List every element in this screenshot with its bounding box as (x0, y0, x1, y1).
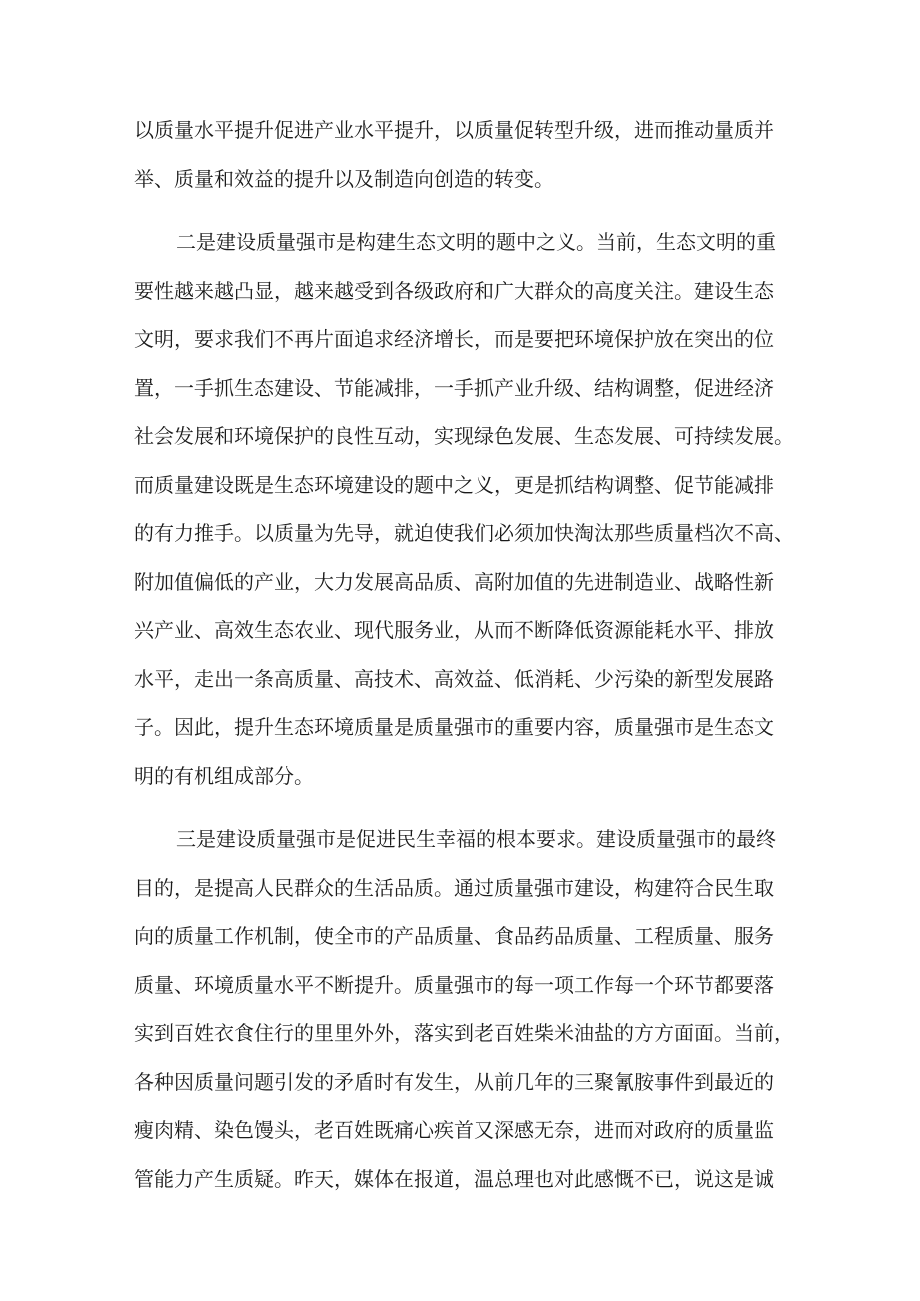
text-line: 三是建设质量强市是促进民生幸福的根本要求。建设质量强市的最终 (176, 827, 776, 851)
text-line: 以质量水平提升促进产业水平提升，以质量促转型升级，进而推动量质并 (134, 118, 774, 142)
text-line: 质量、环境质量水平不断提升。质量强市的每一项工作每一个环节都要落 (134, 973, 774, 997)
text-line: 瘦肉精、染色馒头，老百姓既痛心疾首又深感无奈，进而对政府的质量监 (134, 1118, 774, 1142)
text-line: 子。因此，提升生态环境质量是质量强市的重要内容，质量强市是生态文 (134, 715, 774, 739)
text-line: 目的，是提高人民群众的生活品质。通过质量强市建设，构建符合民生取 (134, 876, 774, 900)
text-line: 向的质量工作机制，使全市的产品质量、食品药品质量、工程质量、服务 (134, 924, 774, 948)
text-line: 各种因质量问题引发的矛盾时有发生，从前几年的三聚氰胺事件到最近的 (134, 1070, 774, 1094)
text-line: 举、质量和效益的提升以及制造向创造的转变。 (134, 167, 554, 191)
text-line: 文明，要求我们不再片面追求经济增长，而是要把环境保护放在突出的位 (134, 327, 774, 351)
text-line: 管能力产生质疑。昨天，媒体在报道，温总理也对此感慨不已，说这是诚 (134, 1167, 774, 1191)
text-line: 兴产业、高效生态农业、现代服务业，从而不断降低资源能耗水平、排放 (134, 618, 774, 642)
text-line: 的有力推手。以质量为先导，就迫使我们必须加快淘汰那些质量档次不高、 (134, 521, 794, 545)
text-line: 置，一手抓生态建设、节能减排，一手抓产业升级、结构调整，促进经济 (134, 376, 774, 400)
text-line: 实到百姓衣食住行的里里外外，落实到老百姓柴米油盐的方方面面。当前， (134, 1021, 794, 1045)
text-line: 明的有机组成部分。 (134, 764, 314, 788)
text-line: 而质量建设既是生态环境建设的题中之义，更是抓结构调整、促节能减排 (134, 473, 774, 497)
text-line: 社会发展和环境保护的良性互动，实现绿色发展、生态发展、可持续发展。 (134, 424, 794, 448)
text-line: 水平，走出一条高质量、高技术、高效益、低消耗、少污染的新型发展路 (134, 667, 774, 691)
text-line: 二是建设质量强市是构建生态文明的题中之义。当前，生态文明的重 (176, 230, 776, 254)
text-line: 要性越来越凸显，越来越受到各级政府和广大群众的高度关注。建设生态 (134, 279, 774, 303)
text-line: 附加值偏低的产业，大力发展高品质、高附加值的先进制造业、战略性新 (134, 570, 774, 594)
